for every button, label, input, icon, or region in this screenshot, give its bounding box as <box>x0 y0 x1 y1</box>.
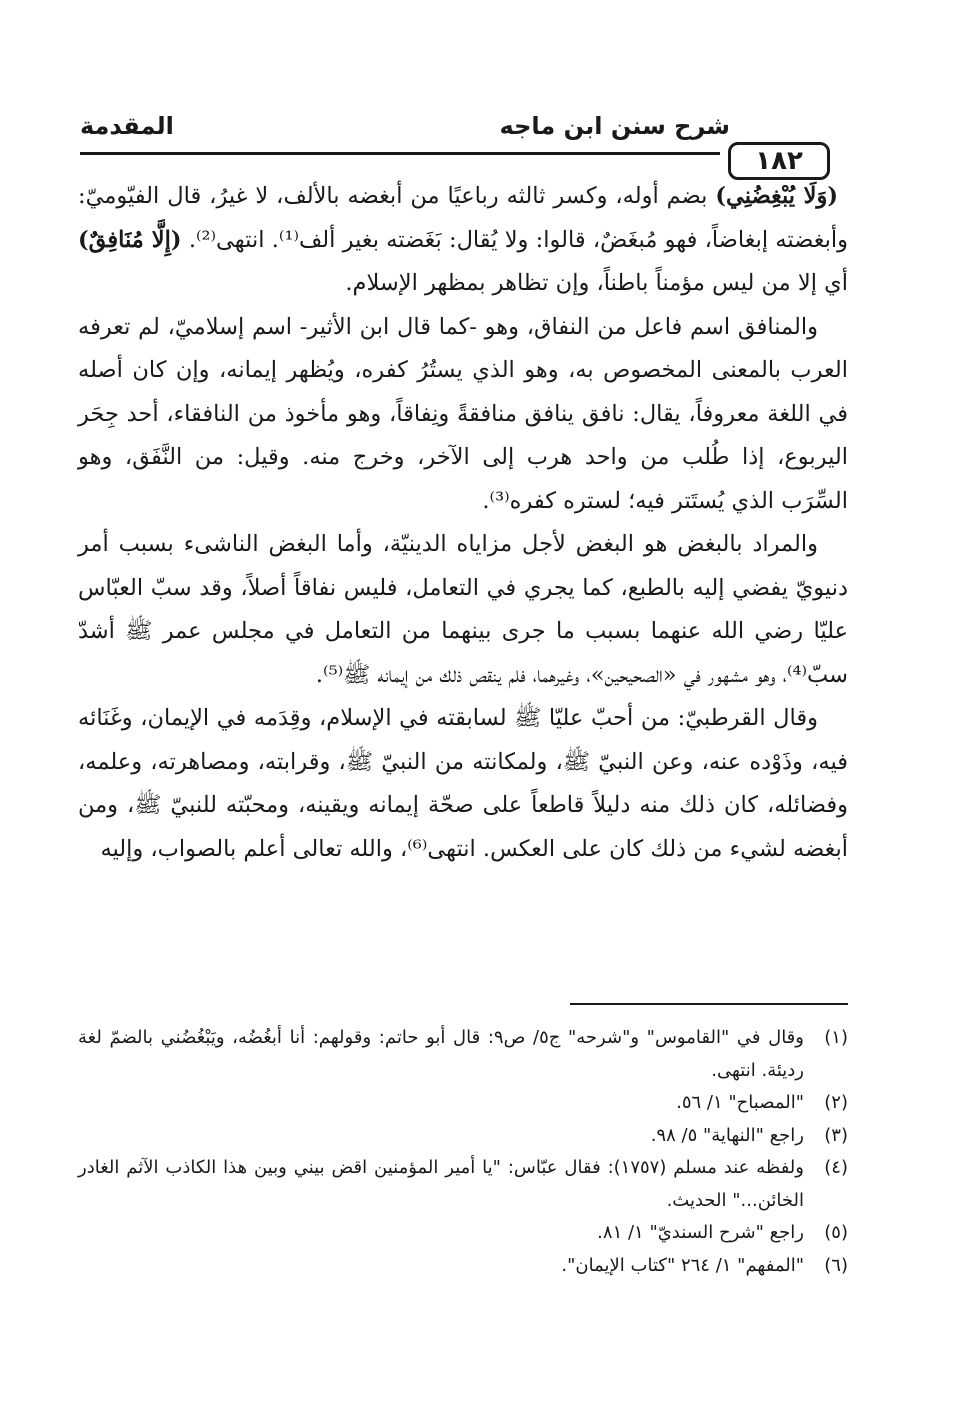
footnotes <box>78 1022 848 1282</box>
footnote-number: (٥) <box>824 1222 848 1243</box>
footnote-item <box>78 1120 848 1153</box>
footnote-item <box>78 1217 848 1250</box>
page-header <box>80 96 840 176</box>
footnote-text: وقال في "القاموس" و"شرحه" ج٥/ ص٩: قال أبو حاتم: وقولهم: أنا أبغُضُه، ويَبْغُضُني بالضمّ لغة رديئة. انتهى. <box>78 1027 804 1081</box>
main-text <box>78 175 848 871</box>
footnote-number: (٣) <box>824 1124 848 1146</box>
footnote-text: "المفهم" ١/ ٢٦٤ "كتاب الإيمان". <box>561 1254 804 1276</box>
footnote-text: راجع "النهاية" ٥/ ٩٨. <box>650 1124 804 1146</box>
header-rule <box>80 152 720 155</box>
footnote-text: ولفظه عند مسلم (١٧٥٧): فقال عبّاس: "يا أمير المؤمنين اقض بيني وبين هذا الكاذب الآثم الغادر الخائن..." الحديث. <box>78 1157 804 1211</box>
footnote-number: (٤) <box>824 1157 848 1178</box>
footnote-item <box>78 1022 848 1087</box>
paragraph-1-text-a: بضم أوله، وكسر ثالثه رباعيًا من أبغضه بالألف، لا غيرُ، قال الفيّوميّ: وأبغضته إبغاضاً، فهو مُبغَضٌ، قالوا: ولا يُقال: بَغَضته بغير ألف⁽¹⁾. انتهى⁽²⁾. <box>78 183 848 253</box>
footnote-number: (٢) <box>824 1092 848 1113</box>
page-number: ١٨٢ <box>755 146 803 176</box>
footnote-rule <box>570 1003 848 1005</box>
paragraph-1 <box>78 175 848 306</box>
lemma-2: (إِلَّا مُنَافِقٌ) <box>78 226 182 253</box>
footnote-text: راجع "شرح السنديّ" ١/ ٨١. <box>597 1222 804 1243</box>
footnote-number: (٦) <box>824 1254 848 1276</box>
footnote-item <box>78 1087 848 1120</box>
lemma-1: (وَلَا يُبْغِضُنِي) <box>715 183 838 209</box>
footnote-item <box>78 1152 848 1217</box>
footnote-number: (١) <box>824 1027 848 1048</box>
section-title: المقدمة <box>80 112 174 140</box>
paragraph-4: وقال القرطبيّ: من أحبّ عليّا ﷺ لسابقته في الإسلام، وقِدَمه في الإيمان، وغَنَائه فيه، وذَوْده عنه، وعن النبيّ ﷺ، ولمكانته من النبيّ ﷺ، وقرابته، ومصاهرته، وعلمه، وفضائله، كان ذلك منه دليلاً قاطعاً على صحّة إيمانه ويقينه، ومحبّته للنبيّ ﷺ، ومن أبغضه لشيء من ذلك كان على العكس. انتهى⁽⁶⁾، والله تعالى أعلم بالصواب، وإليه <box>78 705 848 862</box>
footnote-text: "المصباح" ١/ ٥٦. <box>676 1092 804 1113</box>
paragraph-2: والمنافق اسم فاعل من النفاق، وهو -كما قال ابن الأثير- اسم إسلاميّ، لم تعرفه العرب بالمعنى المخصوص به، وهو الذي يستُرُ كفره، ويُظهر إيمانه، وإن كان أصله في اللغة معروفاً، يقال: نافق ينافق منافقةً ونِفاقاً، وهو مأخوذ من النافقاء، أحد جِحَر اليربوع، إذا طُلب من واحد هرب إلى الآخر، وخرج منه. وقيل: من النَّفَق، وهو السِّرَب الذي يُستَتر فيه؛ لستره كفره⁽³⁾. <box>78 313 848 514</box>
footnote-item <box>78 1250 848 1283</box>
paragraph-3: والمراد بالبغض هو البغض لأجل مزاياه الدينيّة، وأما البغض الناشىء بسبب أمر دنيويّ يفضي إليه بالطبع، كما يجري في التعامل، فليس نفاقاً أصلاً، وقد سبّ العبّاس عليّا رضي الله عنهما بسبب ما جرى بينهما من التعامل في مجلس عمر ﷺ أشدّ سبّ⁽⁴⁾، وهو مشهور في «الصحيحين»، وغيرهما، فلم ينقص ذلك من إيمانه ﷺ⁽⁵⁾. <box>78 531 848 688</box>
book-title: شرح سنن ابن ماجه <box>499 112 730 140</box>
paragraph-1-text-b: أي إلا من ليس مؤمناً باطناً، وإن تظاهر بمظهر الإسلام. <box>345 270 848 296</box>
